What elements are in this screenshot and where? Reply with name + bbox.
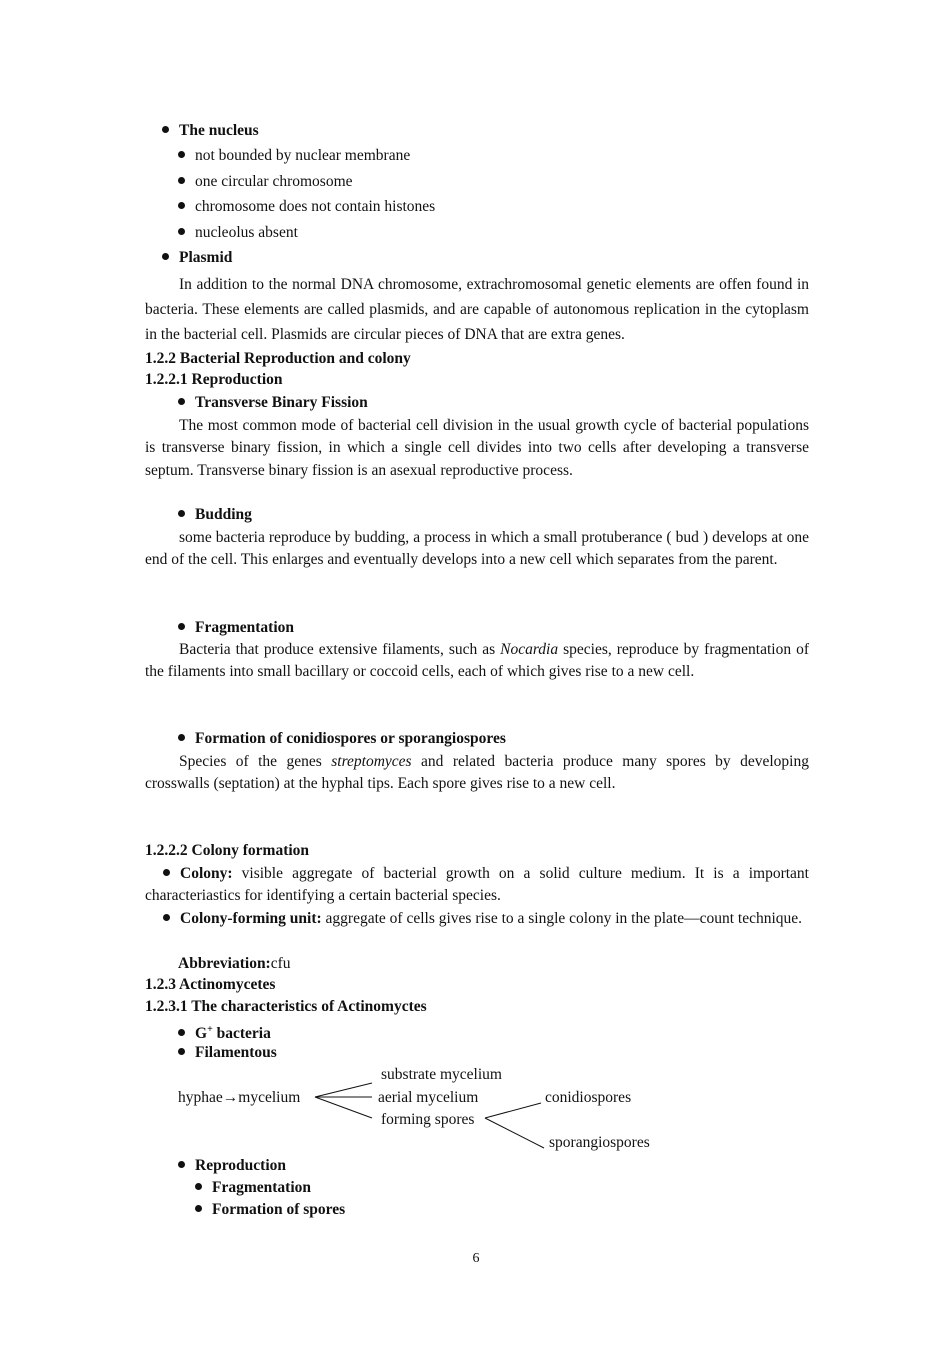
reproduction-subitem: Formation of spores <box>195 1200 345 1220</box>
diagram-root: hyphae→mycelium <box>178 1089 301 1106</box>
plasmid-paragraph: In addition to the normal DNA chromosome, extrachromosomal genetic elements are offen found in bacteria. These elements are called plasmids, and are capable of autonomous replication in the cytoplasm in the bacterial cell. Plasmids are circular pieces of DNA that are extra genes. <box>145 276 809 343</box>
plasmid-heading: Plasmid <box>162 248 232 268</box>
spores-paragraph: Species of the genes streptomyces and related bacteria produce many spores by developing crosswalls (septation) at the hyphal tips. Each spore gives rise to a new cell. <box>145 753 809 793</box>
diagram-branch: aerial mycelium <box>378 1089 479 1106</box>
connector-line <box>315 1097 372 1118</box>
nucleus-item: one circular chromosome <box>178 172 353 192</box>
fragmentation-heading: Fragmentation <box>178 618 294 638</box>
connector-line <box>485 1118 544 1148</box>
nucleus-item: not bounded by nuclear membrane <box>178 146 410 166</box>
fragmentation-paragraph: Bacteria that produce extensive filaments, such as Nocardia species, reproduce by fragmentation of the filaments into small bacillary or coccoid cells, each of which gives rise to a new cell. <box>145 641 809 681</box>
cfu-paragraph: Colony-forming unit: aggregate of cells gives rise to a single colony in the plate—count technique. <box>145 908 809 930</box>
bullet-icon <box>195 1183 202 1190</box>
diagram-spore-type: conidiospores <box>545 1089 632 1106</box>
nucleus-item: nucleolus absent <box>178 223 298 243</box>
abbreviation-line: Abbreviation:cfu <box>178 955 291 972</box>
section-heading: 1.2.2 Bacterial Reproduction and colony <box>145 350 411 367</box>
diagram-branch: forming spores <box>381 1111 475 1128</box>
connector-line <box>485 1103 541 1118</box>
nucleus-heading: The nucleus <box>162 121 259 141</box>
nucleus-item: chromosome does not contain histones <box>178 197 435 217</box>
filamentous-item: Filamentous <box>178 1043 277 1063</box>
fission-heading: Transverse Binary Fission <box>178 393 368 413</box>
connector-line <box>315 1083 372 1097</box>
diagram-spore-type: sporangiospores <box>549 1134 650 1151</box>
reproduction-subitem: Fragmentation <box>195 1178 311 1198</box>
reproduction-item: Reproduction <box>178 1156 286 1176</box>
subsection-heading: 1.2.2.1 Reproduction <box>145 371 283 388</box>
budding-heading: Budding <box>178 505 252 525</box>
diagram-branch: substrate mycelium <box>381 1066 502 1083</box>
bullet-icon <box>178 1161 185 1168</box>
page-number: 6 <box>472 1251 480 1266</box>
bullet-icon <box>195 1205 202 1212</box>
colony-heading: 1.2.2.2 Colony formation <box>145 842 310 859</box>
budding-paragraph: some bacteria reproduce by budding, a process in which a small protuberance ( bud ) develops at one end of the cell. This enlarges and eventually develops into a new cell which separates from the parent. <box>145 529 809 569</box>
colony-paragraph: Colony: visible aggregate of bacterial growth on a solid culture medium. It is a important characteriastics for identifying a certain bacterial species. <box>145 865 809 905</box>
actino-subheading: 1.2.3.1 The characteristics of Actinomyctes <box>145 998 427 1015</box>
gram-positive-item: G+ bacteria <box>178 1020 271 1044</box>
actino-heading: 1.2.3 Actinomycetes <box>145 976 276 993</box>
spores-heading: Formation of conidiospores or sporangiospores <box>178 729 506 749</box>
fission-paragraph: The most common mode of bacterial cell division in the usual growth cycle of bacterial populations is transverse binary fission, in which a single cell divides into two cells after developing a transverse septum. Transverse binary fission is an asexual reproductive process. <box>145 417 809 479</box>
